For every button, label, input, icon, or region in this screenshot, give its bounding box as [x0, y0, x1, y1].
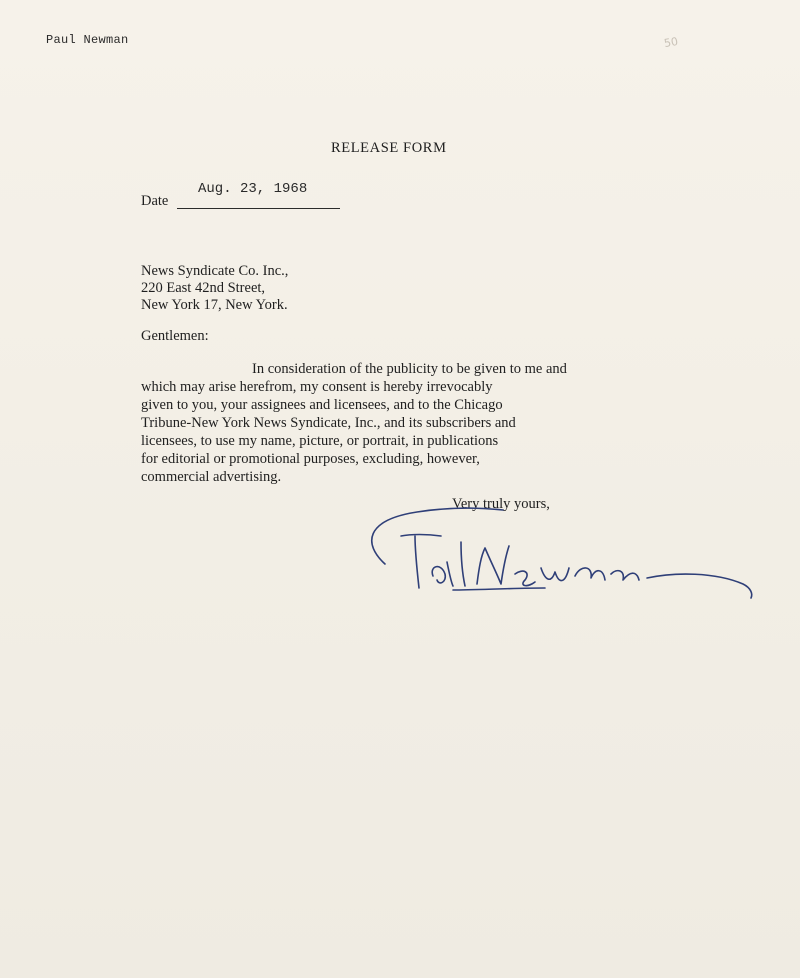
recipient-line-2: 220 East 42nd Street, [141, 280, 266, 296]
date-underline [177, 208, 340, 209]
body-line-6: for editorial or promotional purposes, excluding, however, [141, 451, 480, 467]
document-title: RELEASE FORM [331, 140, 447, 156]
date-label: Date [141, 193, 169, 209]
body-line-7: commercial advertising. [141, 469, 282, 485]
recipient-line-1: News Syndicate Co. Inc., [141, 263, 289, 279]
closing: Very truly yours, [452, 496, 550, 512]
recipient-line-3: New York 17, New York. [141, 297, 288, 313]
pencil-mark: 50 [662, 34, 680, 51]
body-line-5: licensees, to use my name, picture, or portrait, in publications [141, 433, 499, 449]
body-line-3: given to you, your assignees and licensees, and to the Chicago [141, 397, 503, 413]
date-value: Aug. 23, 1968 [198, 181, 308, 197]
body-line-4: Tribune-New York News Syndicate, Inc., and its subscribers and [141, 415, 516, 431]
greeting: Gentlemen: [141, 328, 209, 344]
body-line-1: In consideration of the publicity to be given to me and [252, 361, 567, 377]
sender-name-stamp: Paul Newman [46, 33, 129, 47]
body-line-2: which may arise herefrom, my consent is hereby irrevocably [141, 379, 493, 395]
handwritten-signature [355, 502, 765, 612]
